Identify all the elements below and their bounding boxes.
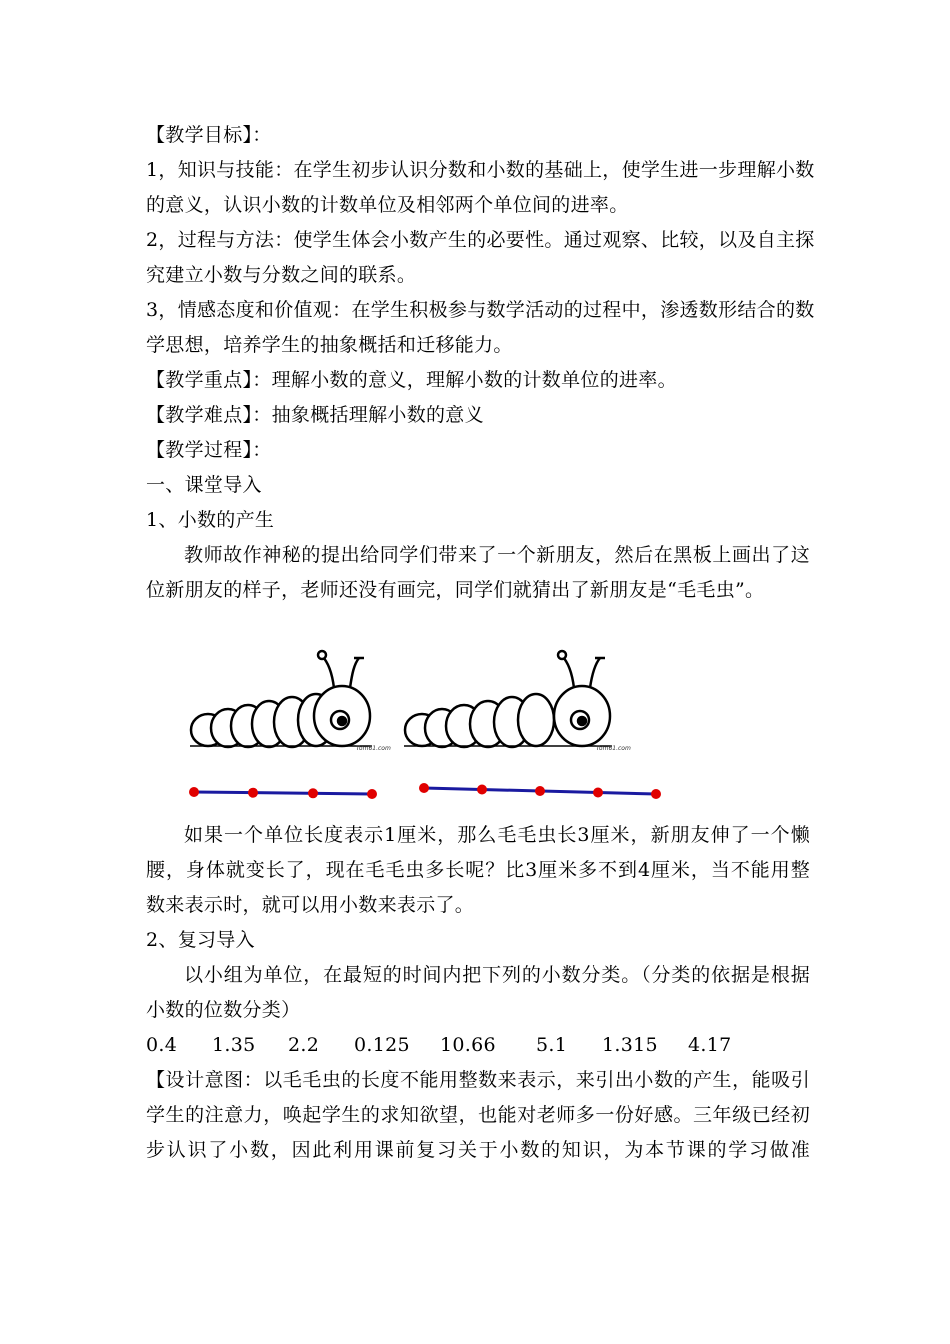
caterpillar-figure (146, 620, 810, 818)
objective-1-line-1: 1，知识与技能：在学生初步认识分数和小数的基础上，使学生进一步理解小数 (146, 159, 815, 181)
segment-point (651, 789, 661, 799)
objective-2-line-2: 究建立小数与分数之间的联系。 (146, 264, 417, 286)
caterpillar-short (190, 651, 372, 747)
document-page (146, 118, 815, 1168)
decimal-item: 2.2 (288, 1034, 320, 1056)
watermark-1: Tom61.com (356, 745, 391, 752)
paragraph-3-line-1: 以小组为单位，在最短的时间内把下列的小数分类。（分类的依据是根据 (184, 964, 810, 986)
subsection-2-title: 2、复习导入 (146, 929, 255, 951)
paragraph-2-line-3: 数来表示时，就可以用小数来表示了。 (146, 894, 475, 916)
segment-point (593, 788, 603, 798)
objective-3-line-1: 3，情感态度和价值观：在学生积极参与数学活动的过程中，渗透数形结合的数 (146, 299, 815, 321)
section-1-title: 一、课堂导入 (146, 474, 262, 496)
caterpillar-long (404, 651, 612, 747)
segment-point (419, 783, 429, 793)
caterpillar-illustration (146, 620, 810, 818)
segment-point (248, 788, 258, 798)
heading-process: 【教学过程】： (146, 439, 272, 461)
paragraph-1-line-2: 位新朋友的样子，老师还没有画完，同学们就猜出了新朋友是“毛毛虫”。 (146, 579, 765, 601)
segment-short (189, 787, 377, 799)
design-intent-line-3: 步认识了小数，因此利用课前复习关于小数的知识，为本节课的学习做准 (146, 1139, 810, 1161)
heading-objectives: 【教学目标】： (146, 124, 272, 146)
watermark-2: Tom61.com (596, 745, 631, 752)
segment-point (367, 789, 377, 799)
segment-point (535, 786, 545, 796)
design-intent-line-2: 学生的注意力，唤起学生的求知欲望，也能对老师多一份好感。三年级已经初 (146, 1104, 810, 1126)
decimal-item: 1.35 (212, 1034, 256, 1056)
decimal-item: 10.66 (440, 1034, 496, 1056)
segment-point (189, 787, 199, 797)
paragraph-1-line-1: 教师故作神秘的提出给同学们带来了一个新朋友，然后在黑板上画出了这 (184, 544, 810, 566)
segment-point (308, 788, 318, 798)
paragraph-3-line-2: 小数的位数分类） (146, 999, 301, 1021)
objective-1-line-2: 的意义，认识小数的计数单位及相邻两个单位间的进率。 (146, 194, 629, 216)
paragraph-2-line-2: 腰，身体就变长了，现在毛毛虫多长呢？比3厘米多不到4厘米，当不能用整 (146, 859, 810, 881)
objective-3-line-2: 学思想，培养学生的抽象概括和迁移能力。 (146, 334, 513, 356)
decimal-item: 0.4 (146, 1034, 178, 1056)
paragraph-2-line-1: 如果一个单位长度表示1厘米，那么毛毛虫长3厘米，新朋友伸了一个懒 (184, 824, 810, 846)
teaching-difficulty: 【教学难点】：抽象概括理解小数的意义 (146, 404, 484, 426)
segment-point (477, 785, 487, 795)
decimal-item: 0.125 (354, 1034, 410, 1056)
teaching-focus: 【教学重点】：理解小数的意义，理解小数的计数单位的进率。 (146, 369, 677, 391)
design-intent-line-1: 【设计意图：以毛毛虫的长度不能用整数来表示，来引出小数的产生，能吸引 (146, 1069, 810, 1091)
objective-2-line-1: 2，过程与方法：使学生体会小数产生的必要性。通过观察、比较，以及自主探 (146, 229, 815, 251)
decimal-item: 1.315 (602, 1034, 658, 1056)
decimal-item: 4.17 (688, 1034, 732, 1056)
segment-long (419, 783, 661, 799)
decimal-item: 5.1 (536, 1034, 568, 1056)
decimal-list (146, 1028, 810, 1063)
subsection-1-title: 1、小数的产生 (146, 509, 275, 531)
